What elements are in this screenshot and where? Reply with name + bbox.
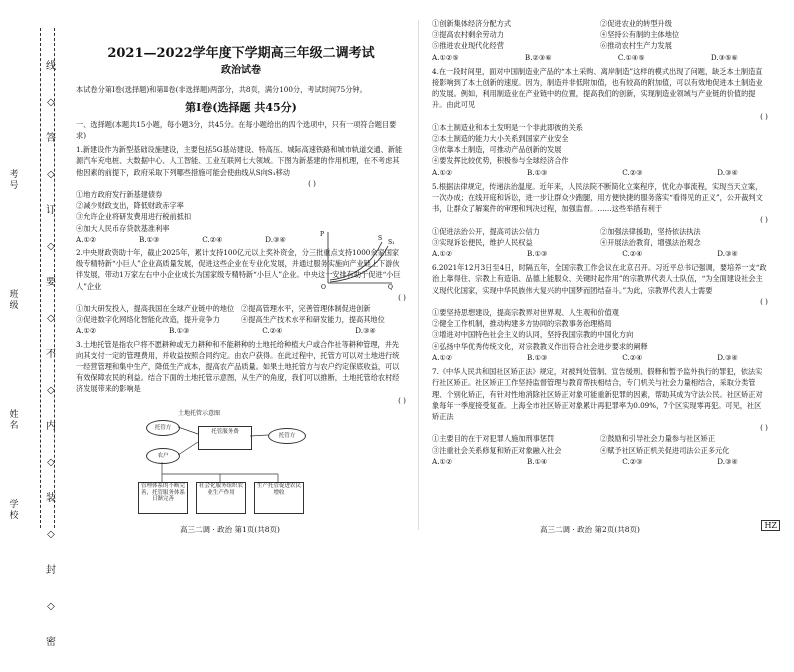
q2-choice-d: D.③④	[355, 326, 376, 336]
exam-note: 本试卷分第Ⅰ卷(选择题)和第Ⅱ卷(非选择题)两部分，共8页，满分100分，考试时间75分钟。	[76, 85, 367, 95]
binding-char: 内	[46, 421, 56, 432]
q1-choice-d: D.③④	[265, 234, 286, 244]
q3-option: ④坚持公有制的主体地位	[600, 30, 680, 40]
q7-choice-c: C.②③	[622, 456, 643, 466]
label-name: 姓名	[9, 410, 19, 431]
q3-option: ⑤推进农业现代化经营	[432, 41, 504, 51]
q3-option: ①创新集体经济分配方式	[432, 19, 512, 28]
q2-option: ④提高生产技术水平和研发能力，提高其地位	[241, 315, 385, 325]
q4-choice-d: D.③④	[717, 167, 738, 177]
q3-option: ③提高农村剩余劳动力	[432, 30, 504, 40]
binding-char: 封	[46, 565, 56, 576]
question-3	[76, 339, 406, 406]
binding-chars	[44, 60, 58, 672]
q3-option: ②促进农业的转型升级	[600, 19, 672, 28]
q1-option: ④加大人民币存贷款基准利率	[76, 223, 170, 233]
binding-char: ◇	[47, 241, 55, 252]
node-fee: 托管服务费	[198, 426, 252, 450]
q7-stem: 7.《中华人民共和国社区矫正法》规定，对被判处管制、宣告缓刑、假释和暂予监外执行的罪犯，依法实行社区矫正。社区矫正工作坚持监督管理与教育帮扶相结合，专门机关与社会力量相结合，采取分类管理、个别化矫正，有针对性地消除社区矫正对象可能重新犯罪的因素，帮助其成为守法公民。社区矫正对象每年一季度接受复查。上海全市社区矫正对象累计再犯罪率为0.09%，7个区实现零再犯。可见，社区矫正法	[432, 367, 763, 421]
q5-choice-a: A.①②	[432, 249, 453, 259]
binding-char: ◇	[47, 313, 55, 324]
q5-option: ①促进法治公开，提高司法公信力	[432, 226, 540, 236]
binding-char: ◇	[47, 529, 55, 540]
q2-choice-a: A.①②	[76, 326, 97, 336]
footer-left: 高三二调 · 政治 第1页(共8页)	[180, 525, 280, 534]
node-farmer: 农户	[146, 448, 180, 464]
binding-char: 订	[46, 205, 56, 216]
node-trustee: 托管方	[146, 420, 180, 436]
binding-strip	[0, 0, 66, 648]
q3-stem: 3.土地托管是指农户将不愿耕种或无力耕种和不能耕种的土地托给种植大户或合作社等耕种管理，并先向其支付一定的管理费用，并收益按照合同约定。由农户获得。在此过程中，托管方可以对土地进行统一经营管理和集中生产，降低生产成本，提高农产品质量。如果土地托管方与农户约定保底收益，可以有效保障农民的利益。结合下面的土地托管示意图，从生产的角度，我们可以推断，土地托管给农村经济发展带来的影响是	[76, 339, 400, 394]
q4-option: ①本土制造业和本土发明是一个非此即彼的关系	[432, 122, 583, 132]
q1-option: ②减少财政支出，降低财政赤字率	[76, 201, 184, 211]
label-school: 学校	[9, 500, 19, 521]
q2-choice-b: B.①③	[169, 326, 190, 336]
q1-option: ①地方政府发行新基建债券	[76, 190, 163, 200]
q1-option: ③允许企业将研发费用进行税前抵扣	[76, 212, 192, 222]
q7-option: ③注重社会关系修复和矫正对象融入社会	[432, 445, 562, 455]
land-trust-diagram	[128, 408, 318, 518]
q1-stem: 1.新建设作为新型基础设施建设，主要包括5G基站建设、特高压、城际高速铁路和城市轨道交通、新能源汽车充电桩、大数据中心、人工智能、工业互联网七大领域。下图为新基建的作用机理，在不考虑其他因素的前提下，政府采取下列哪些措施可能会使曲线从S向S₁移动	[76, 145, 403, 177]
q5-choice-c: C.②④	[622, 249, 643, 259]
q5-stem: 5.根据法律规定，传递法治温度。近年来，人民法院不断简化立案程序，优化办事流程，实现当天立案，一次办成；在线开庭和诉讼，进一步让群众少跑腿，用方便快捷的服务落实“看得见的正义”，公开裁判文书，让群众了解案件的审理和判决过程，加强监督。……这些举措有利于	[432, 181, 763, 214]
q3-paren: ( )	[398, 395, 406, 405]
q7-option: ①主要目的在于对犯罪人施加刑事惩罚	[432, 434, 555, 444]
binding-char: 答	[46, 133, 56, 144]
q3-option: ⑥推动农村生产力发展	[600, 41, 672, 51]
binding-char: 不	[46, 349, 56, 360]
effect-box: 社会化服务组织农业生产作用	[196, 482, 246, 514]
q5-choice-d: D.③④	[717, 249, 738, 259]
left-page	[76, 18, 406, 406]
q3-choice-d: D.③⑤⑥	[710, 52, 738, 62]
axis-q-label: Q	[388, 284, 393, 290]
q1-choice-a: A.①②	[76, 234, 97, 244]
binding-char: 装	[46, 493, 56, 504]
curve-s-label: S	[378, 235, 383, 242]
q7-choice-b: B.①④	[527, 456, 548, 466]
binding-char: ◇	[47, 169, 55, 180]
q4-option: ④要发挥比较优势，积极参与全球经济合作	[432, 156, 569, 166]
q7-option: ②鼓励和引导社会力量参与社区矫正	[600, 434, 716, 444]
q7-option: ④赋予社区矫正机关促进司法公正多元化	[600, 445, 730, 455]
node-trustee-right: 托管方	[268, 428, 306, 444]
paper-code: HZ	[761, 520, 780, 531]
q5-paren: ( )	[760, 215, 768, 225]
origin-label: O	[321, 284, 326, 290]
q6-choice-c: C.②④	[622, 352, 643, 362]
q4-paren: ( )	[760, 111, 768, 121]
curve-s1-label: S₁	[388, 239, 395, 246]
curve-s1	[330, 246, 388, 282]
q6-option: ③增进对中国特色社会主义的认同，坚持我国宗教的中国化方向	[432, 330, 634, 340]
page-divider	[418, 20, 419, 530]
q6-choice-b: B.①③	[527, 352, 548, 362]
q2-option: ①加大研发投入，提高我国在全球产业链中的地位	[76, 304, 235, 314]
q5-option: ④开展法治教育，增强法治观念	[600, 237, 701, 247]
question-6	[432, 262, 768, 363]
q5-choice-b: B.①③	[527, 249, 548, 259]
q2-option: ②提高管理水平，完善管理体制促进创新	[241, 304, 371, 314]
binding-char: ◇	[47, 385, 55, 396]
q1-choice-c: C.②④	[202, 234, 223, 244]
exam-title: 2021—2022学年度下学期高三年级二调考试	[107, 46, 375, 61]
q3-choice-c: C.①④⑤	[617, 52, 645, 62]
q2-paren: ( )	[398, 292, 406, 302]
question-4	[432, 66, 768, 178]
q5-option: ③实现诉讼便民，维护人民权益	[432, 237, 533, 247]
binding-char: 密	[46, 637, 56, 648]
label-exam-number: 考号	[9, 170, 19, 191]
binding-char: 线	[46, 61, 56, 72]
q1-choice-b: B.①③	[139, 234, 160, 244]
binding-line-inner	[40, 28, 41, 528]
q6-paren: ( )	[760, 296, 768, 306]
label-class: 班级	[9, 290, 19, 311]
q1-paren: ( )	[308, 178, 316, 188]
q4-stem: 4.在一段时间里，面对中国制造业产品的“本土采购、离岸制造”这样的模式出现了问题，缺乏本土制造直接影响到了本土创新的速度。因为，制造并非低附加值，也有较高的附加值，可以有效地促进本土制造业的发展。例如，利用制造业在产业链中的位置，提高我们的创新，实现制造业领域与产业链的价值的提升。由此可见	[432, 66, 763, 110]
q4-choice-c: C.②③	[622, 167, 643, 177]
q6-option: ②健全工作机制，推动构建多方协同的宗教事务治理格局	[432, 319, 612, 329]
effect-box: 管理体系的不断完善，托管服务体系日渐完善	[138, 482, 188, 514]
footer-right: 高三二调 · 政治 第2页(共8页)	[540, 525, 640, 534]
q7-paren: ( )	[760, 423, 768, 433]
q2-stem: 2.中央财政资助十年，截止2025年，累计支持100亿元以上奖补资金，分三批重点支持1000余家国家级专精特新“小巨人”企业高质量发展，促进这些企业在专业化发展，并通过服务实施向产业链上下游伙伴发展，带动1万家左右中小企业成长为国家级专精特新“小巨人”企业。中央这一安排有助于促进“小巨人”企业	[76, 248, 401, 291]
q4-choice-b: B.①③	[527, 167, 548, 177]
question-5	[432, 181, 768, 259]
q6-option: ①要坚持思想建设，提高宗教界对世界观、人生观和价值观	[432, 308, 619, 318]
binding-char: ◇	[47, 97, 55, 108]
q4-option: ②本土制造的能力大小关系到国家产业安全	[432, 134, 569, 144]
q5-option: ②加强法律援助，坚持依法执法	[600, 226, 701, 236]
q3-options	[432, 18, 768, 63]
q7-choice-a: A.①②	[432, 456, 453, 466]
q2-choice-c: C.②④	[262, 326, 283, 336]
supply-curve-figure	[316, 228, 396, 290]
q3-choice-a: A.①②⑤	[432, 52, 459, 62]
q3-choice-b: B.②③⑥	[524, 52, 552, 62]
q4-choice-a: A.①②	[432, 167, 453, 177]
q6-option: ④弘扬中华优秀传统文化，对宗教教义作出符合社会进步要求的阐释	[432, 341, 648, 351]
q6-choice-a: A.①②	[432, 352, 453, 362]
section-intro: 一、选择题(本题共15小题，每小题3分，共45分。在每小题给出的四个选项中，只有一项符合题目要求)	[76, 119, 397, 141]
question-7	[432, 366, 768, 467]
effect-box: 生产托管促进农民增收	[254, 482, 304, 514]
exam-subject: 政治试卷	[221, 65, 261, 77]
binding-char: 要	[46, 277, 56, 288]
section-title: 第Ⅰ卷(选择题 共45分)	[185, 100, 297, 114]
q6-stem: 6.2021年12月3日至4日，时隔五年，全国宗教工作会议在北京召开。习近平总书记强调，要培养一支“政治上靠得住、宗教上有造诣、品德上能服众、关键时起作用”的宗教界代表人士队伍，“为全面建设社会主义现代化国家，实现中华民族伟大复兴的中国梦而团结奋斗。”为此，宗教界代表人士需要	[432, 263, 767, 295]
q4-option: ③依靠本土制造，可推动产品创新的发展	[432, 145, 562, 155]
q2-option: ③促进数字化网络化智能化改造，提升竞争力	[76, 315, 220, 325]
binding-char: ◇	[47, 601, 55, 612]
axis-p-label: P	[320, 231, 325, 238]
diagram-title: 土地托管示意图	[178, 410, 221, 417]
binding-char: ◇	[47, 457, 55, 468]
q7-choice-d: D.③④	[717, 456, 738, 466]
q6-choice-d: D.③④	[717, 352, 738, 362]
curve-s	[330, 242, 382, 280]
right-page	[432, 18, 768, 467]
